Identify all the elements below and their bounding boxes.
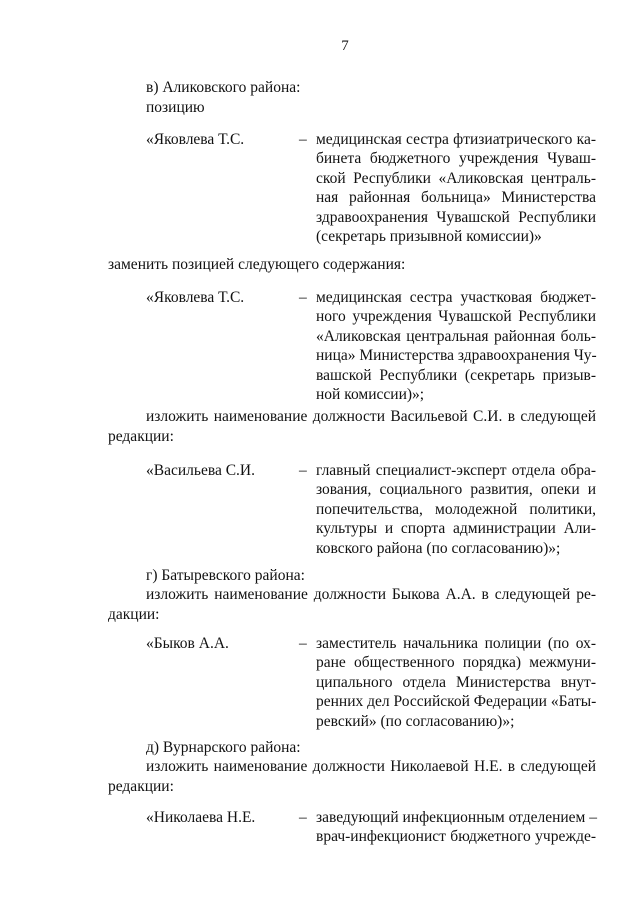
replace-instruction: заменить позицией следующего содержания: [108,256,406,273]
desc-line: ревский» (по согласованию)»; [316,712,515,730]
entry-dash: – [299,131,307,148]
desc-line: ная районная больница» Министерства [316,189,596,207]
desc-line: (секретарь призывной комиссии)» [316,228,542,246]
entry-name: «Яковлева Т.С. [146,289,245,306]
statement-nikolaeva [108,757,596,797]
entry-dash: – [299,809,307,826]
entry-description [316,288,596,404]
desc-line: зования, социального развития, опеки и [316,481,596,499]
desc-line: заместитель начальника полиции (по ох- [316,635,596,652]
statement-line: редакции: [108,428,174,445]
section-v-sub: позицию [146,99,205,116]
statement-vasilyeva [108,407,596,447]
desc-line: ного учреждения Чувашской Республики [316,308,596,326]
desc-line: ковского района (по согласованию)»; [316,539,561,557]
desc-line: врач-инфекционист бюджетного учрежде- [316,828,596,846]
desc-line: культуры и спорта администрации Али- [316,520,596,538]
entry-dash: – [299,462,307,479]
desc-line: ципального отдела Министерства внут- [316,673,596,691]
desc-line: ренних дел Российской Федерации «Баты- [316,693,597,711]
entry-name: «Яковлева Т.С. [146,131,245,148]
desc-line: ской Республики «Аликовская централь- [316,169,596,187]
statement-line: изложить наименование должности Николаевой Н.Е. в следующей [146,758,596,775]
desc-line: заведующий инфекционным отделением – [316,809,597,826]
entry-description [316,130,596,246]
entry-description [316,634,596,731]
statement-line: изложить наименование должности Васильевой С.И. в следующей [146,408,596,425]
section-d-heading: д) Вурнарского района: [146,739,301,756]
entry-name: «Васильева С.И. [146,462,255,479]
entry-description [316,808,596,847]
desc-line: ране общественного порядка) межмуни- [316,654,596,672]
statement-line: изложить наименование должности Быкова А.А. в следующей ре- [146,586,596,603]
page-number: 7 [341,38,349,54]
desc-line: «Аликовская центральная районная боль- [316,327,596,345]
entry-name: «Николаева Н.Е. [146,809,256,826]
entry-name: «Быков А.А. [146,635,229,652]
desc-line: вашской Республики (секретарь призыв- [316,366,596,384]
desc-line: медицинская сестра фтизиатрического ка- [316,131,596,148]
entry-dash: – [299,635,307,652]
desc-line: главный специалист-эксперт отдела обра- [316,462,596,479]
statement-bykov [108,585,596,625]
desc-line: ница» Министерства здравоохранения Чу- [316,347,597,365]
section-g-heading: г) Батыревского района: [146,567,305,584]
entry-description [316,461,596,558]
desc-line: ной комиссии)»; [316,386,425,404]
section-v-heading: в) Аликовского района: [146,79,301,96]
entry-dash: – [299,289,307,306]
desc-line: медицинская сестра участковая бюджет- [316,289,596,306]
desc-line: здравоохранения Чувашской Республики [316,208,596,226]
statement-line: дакции: [108,606,160,623]
statement-line: редакции: [108,778,174,795]
desc-line: бинета бюджетного учреждения Чуваш- [316,150,596,168]
desc-line: попечительства, молодежной политики, [316,500,596,518]
